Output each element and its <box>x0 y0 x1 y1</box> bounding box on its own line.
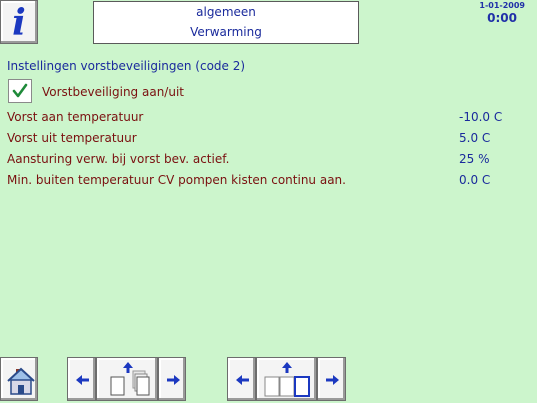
setting-value-heating-control[interactable]: 25 % <box>459 152 490 166</box>
time-display: 0:00 <box>487 11 517 25</box>
page-up-button[interactable] <box>96 357 158 401</box>
checkmark-icon <box>9 80 31 102</box>
setting-value-min-outdoor-temp[interactable]: 0.0 C <box>459 173 491 187</box>
next-page-button[interactable] <box>158 357 186 401</box>
setting-label-min-outdoor-temp: Min. buiten temperatuur CV pompen kisten continu aan. <box>7 173 346 187</box>
home-icon <box>1 358 39 402</box>
date-display: 1-01-2009 <box>479 1 525 10</box>
home-button[interactable] <box>0 357 38 401</box>
page-title-box <box>93 1 359 44</box>
prev-page-button[interactable] <box>67 357 96 401</box>
setting-value-frost-on-temp[interactable]: -10.0 C <box>459 110 503 124</box>
arrow-left-icon <box>68 358 97 402</box>
item-up-button[interactable] <box>256 357 317 401</box>
pages-up-icon <box>97 358 159 402</box>
next-item-button[interactable] <box>317 357 346 401</box>
page-category: algemeen <box>196 5 256 19</box>
setting-label-heating-control: Aansturing verw. bij vorst bev. actief. <box>7 152 230 166</box>
setting-label-frost-on-temp: Vorst aan temperatuur <box>7 110 144 124</box>
boxes-up-icon <box>257 358 318 402</box>
prev-item-button[interactable] <box>227 357 256 401</box>
setting-label-frost-off-temp: Vorst uit temperatuur <box>7 131 137 145</box>
frost-protection-checkbox[interactable] <box>8 79 32 103</box>
section-title: Instellingen vorstbeveiligingen (code 2) <box>7 59 246 73</box>
info-button[interactable] <box>0 0 38 44</box>
arrow-right-icon <box>159 358 187 402</box>
info-icon: i <box>12 2 26 44</box>
arrow-right-icon <box>318 358 347 402</box>
setting-value-frost-off-temp[interactable]: 5.0 C <box>459 131 491 145</box>
arrow-left-icon <box>228 358 257 402</box>
page-title: Verwarming <box>190 25 262 39</box>
frost-protection-label: Vorstbeveiliging aan/uit <box>42 85 184 99</box>
